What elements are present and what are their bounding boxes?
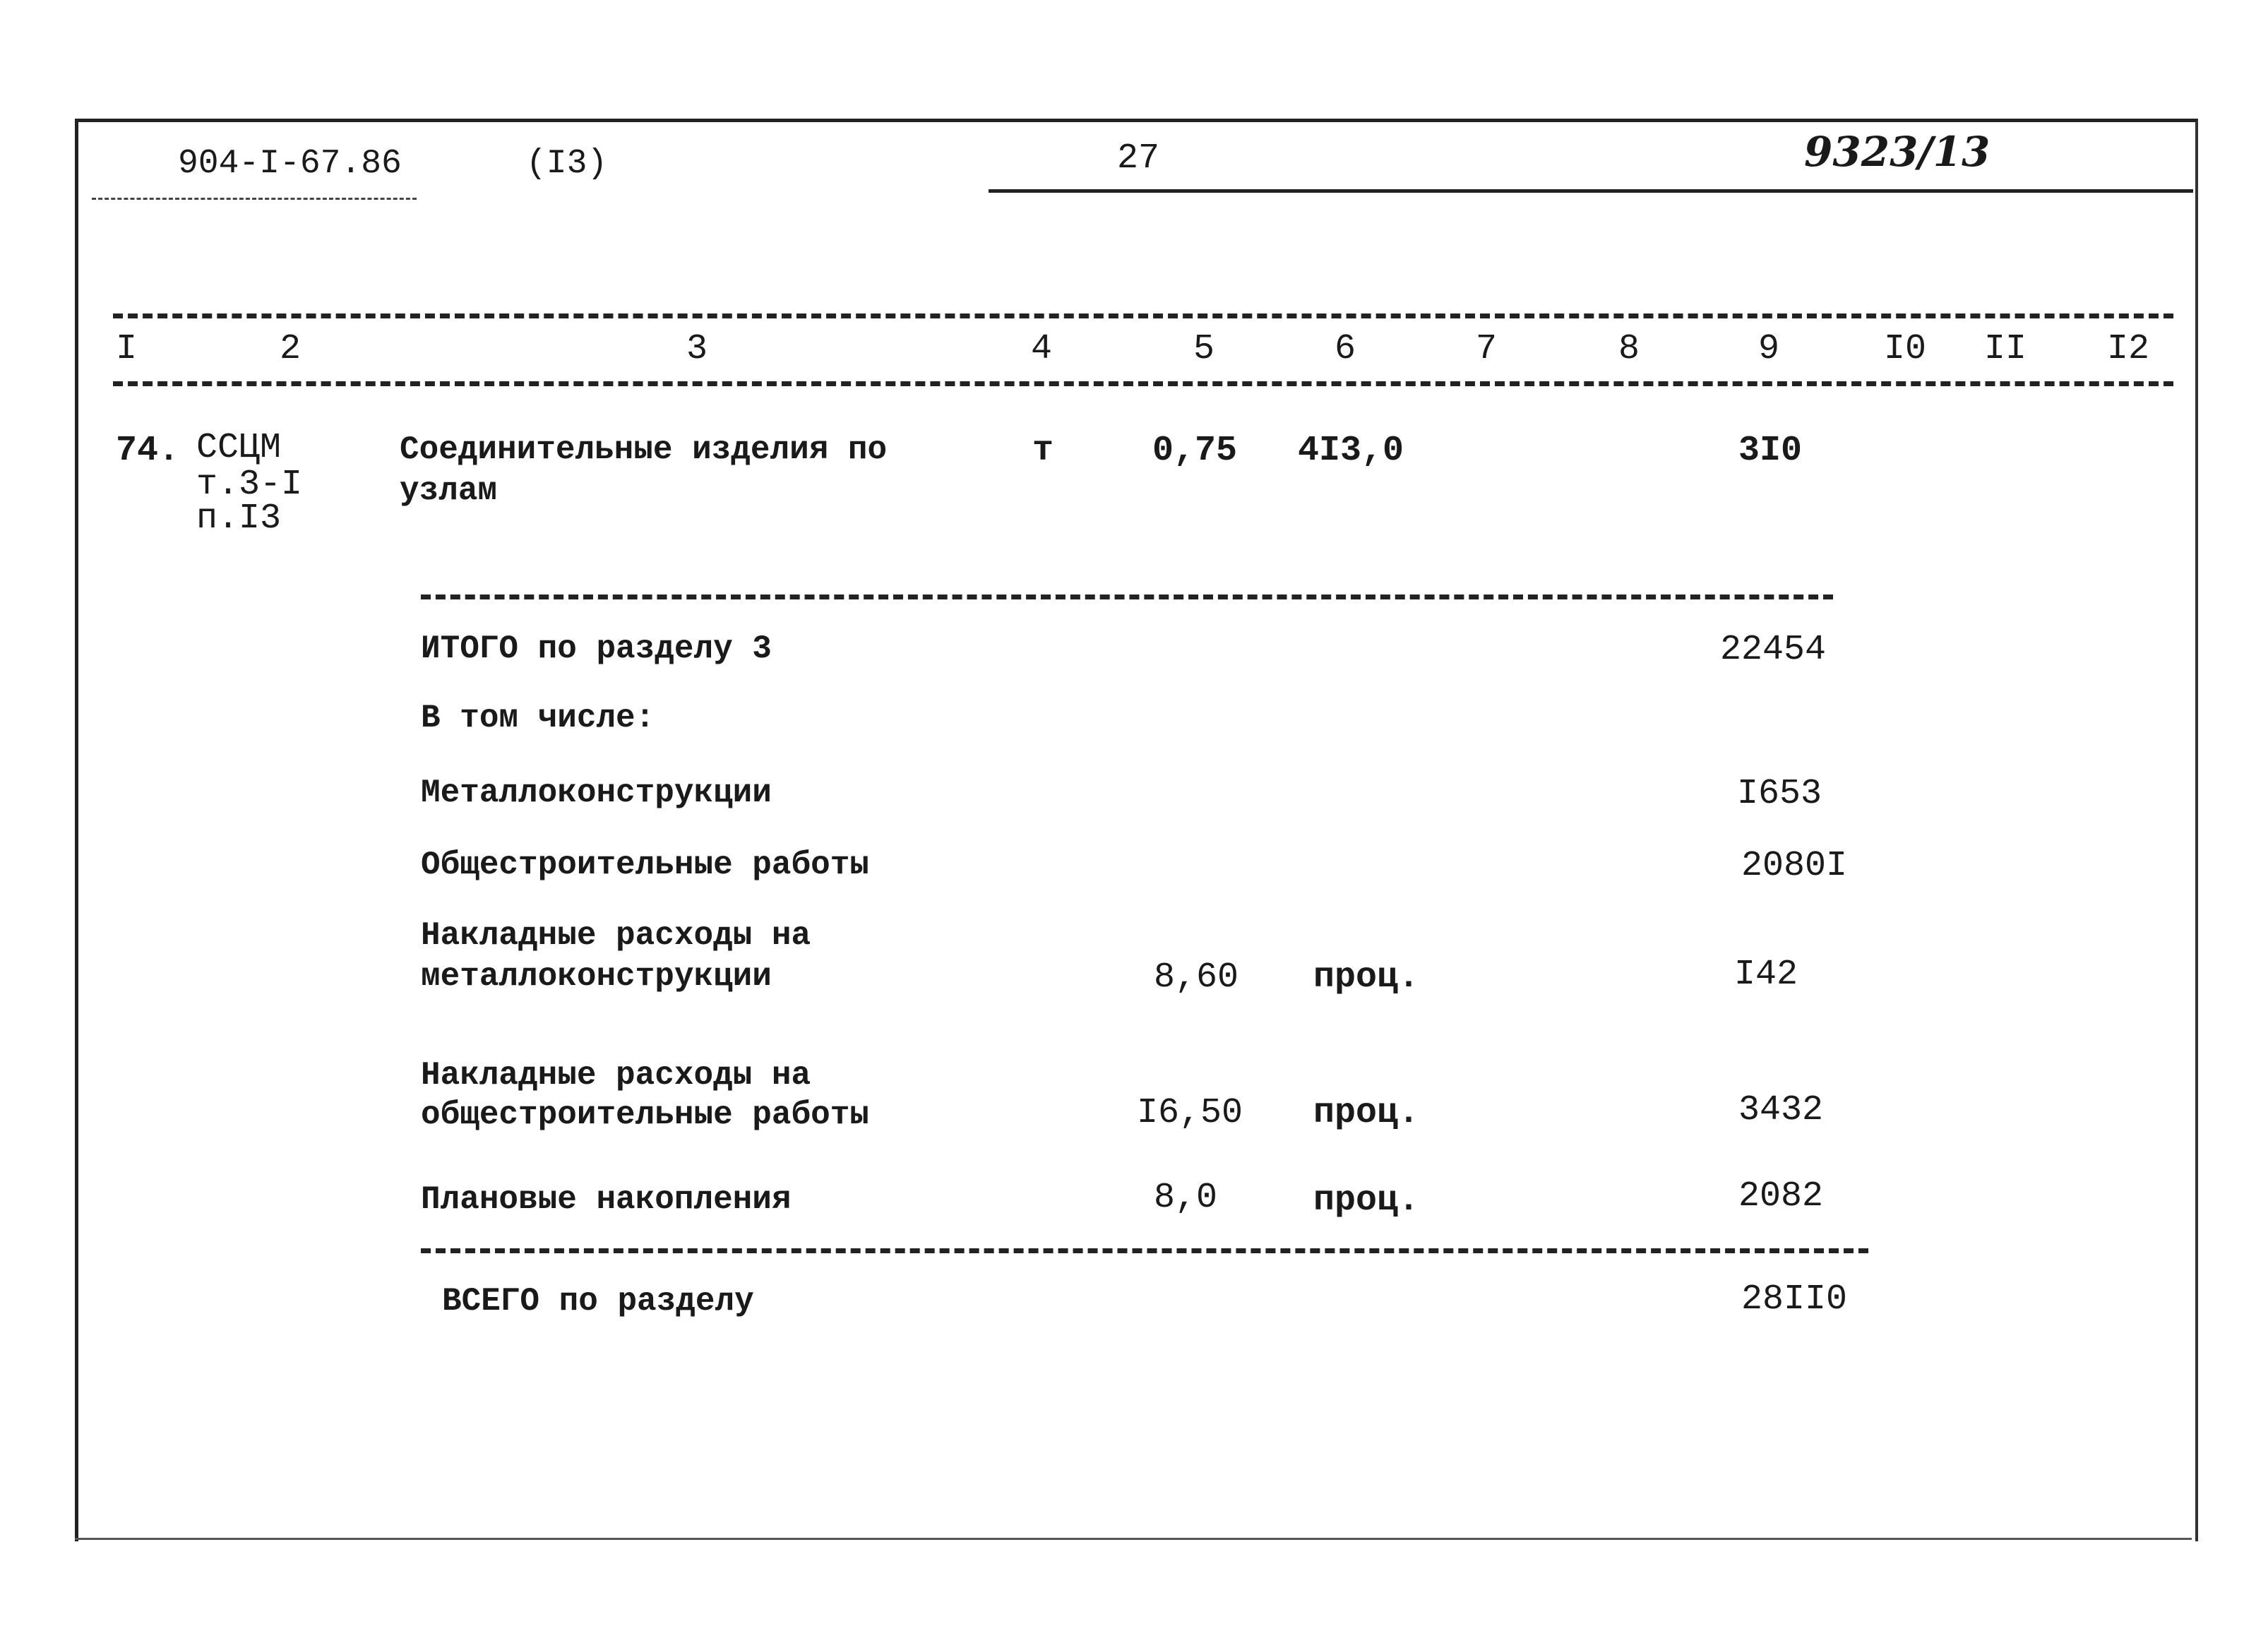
header-rule-left (92, 198, 417, 200)
overhead-metal-line2: металлоконструкции (421, 958, 772, 995)
overhead-general-rate: I6,50 (1137, 1093, 1243, 1133)
vsego-value: 28II0 (1741, 1279, 1848, 1320)
col-num-11: II (1984, 329, 2027, 369)
col-num-4: 4 (1031, 329, 1053, 369)
item-name-line1: Соединительные изделия по (400, 431, 888, 468)
doc-code: 904-I-67.86 (178, 145, 402, 183)
item-ref-line2: т.3-I (196, 465, 303, 505)
overhead-metal-line1: Накладные расходы на (421, 917, 811, 954)
col-num-8: 8 (1618, 329, 1640, 369)
metal-label: Металлоконструкции (421, 775, 772, 811)
page-number: 27 (1117, 138, 1160, 179)
item-ref-line3: п.I3 (196, 498, 282, 539)
item-total: 3I0 (1738, 431, 1803, 471)
overhead-general-line2: общестроительные работы (421, 1097, 869, 1133)
item-ref-line1: ССЦМ (196, 428, 282, 468)
summary-top-rule (421, 595, 1833, 599)
overhead-metal-unit: проц. (1313, 957, 1420, 998)
item-number: 74. (116, 431, 180, 471)
col-num-9: 9 (1758, 329, 1780, 369)
column-header-bottom-rule (113, 381, 2173, 386)
general-label: Общестроительные работы (421, 847, 869, 883)
header-rule (989, 189, 2193, 193)
vsego-label: ВСЕГО по разделу (442, 1283, 754, 1320)
overhead-metal-rate: 8,60 (1154, 957, 1239, 998)
col-num-12: I2 (2107, 329, 2150, 369)
col-num-7: 7 (1476, 329, 1498, 369)
general-value: 2080I (1741, 846, 1848, 886)
item-name-line2: узлам (400, 472, 498, 509)
including-label: В том числе: (421, 700, 655, 736)
planned-unit: проц. (1313, 1181, 1420, 1221)
col-num-10: I0 (1884, 329, 1927, 369)
overhead-general-value: 3432 (1738, 1090, 1824, 1130)
page-bottom-rule (75, 1538, 2192, 1540)
metal-value: I653 (1737, 774, 1822, 814)
sheet-code: (I3) (526, 145, 608, 183)
column-header-top-rule (113, 313, 2173, 318)
itogo-label: ИТОГО по разделу 3 (421, 631, 772, 667)
overhead-metal-value: I42 (1734, 955, 1798, 995)
col-num-1: I (116, 329, 138, 369)
itogo-value: 22454 (1720, 630, 1827, 670)
overhead-general-unit: проц. (1313, 1093, 1420, 1133)
item-unit: т (1032, 431, 1054, 471)
col-num-3: 3 (686, 329, 708, 369)
overhead-general-line1: Накладные расходы на (421, 1057, 811, 1094)
col-num-5: 5 (1193, 329, 1215, 369)
col-num-6: 6 (1335, 329, 1356, 369)
col-num-2: 2 (280, 329, 302, 369)
item-quantity: 0,75 (1152, 431, 1238, 471)
summary-bottom-rule (421, 1248, 1868, 1253)
planned-label: Плановые накопления (421, 1181, 792, 1218)
item-unit-price: 4I3,0 (1298, 431, 1404, 471)
page-frame (75, 119, 2198, 1541)
planned-rate: 8,0 (1154, 1178, 1218, 1218)
planned-value: 2082 (1738, 1176, 1824, 1217)
archive-number: 9323/13 (1804, 128, 1991, 176)
